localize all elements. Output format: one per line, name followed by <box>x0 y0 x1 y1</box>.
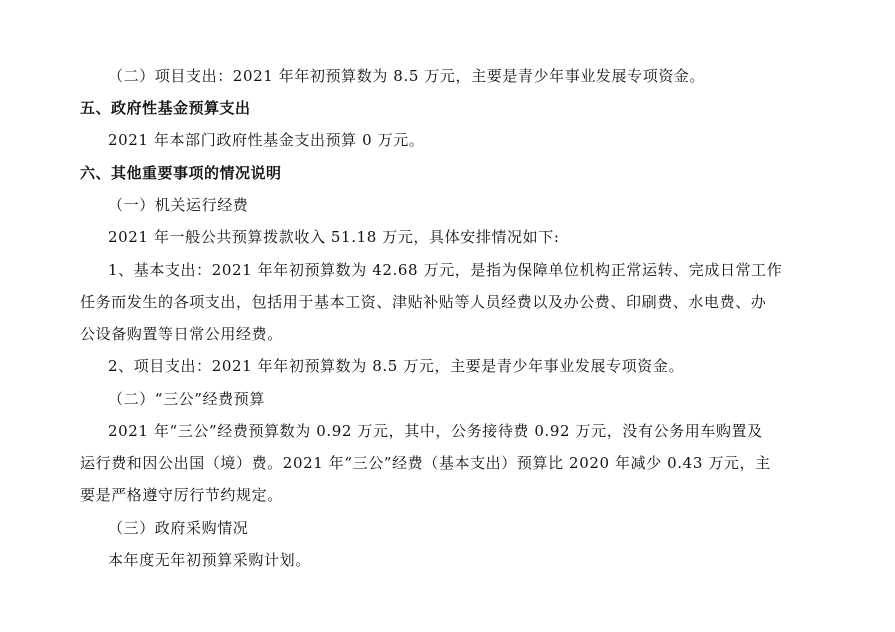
project-expenditure-item-2: 2、项目支出：2021 年年初预算数为 8.5 万元，主要是青少年事业发展专项资金。 <box>108 357 685 375</box>
section-heading-fund-budget: 五、政府性基金预算支出 <box>80 99 251 117</box>
subheading-government-procurement: （三）政府采购情况 <box>108 519 249 537</box>
three-public-line-1: 2021 年“三公”经费预算数为 0.92 万元，其中，公务接待费 0.92 万元，没有公务用车购置及 <box>108 422 763 440</box>
basic-expenditure-line-2: 任务而发生的各项支出，包括用于基本工资、津贴补贴等人员经费以及办公费、印刷费、水电费、办 <box>80 293 767 311</box>
three-public-line-2: 运行费和因公出国（境）费。2021 年“三公”经费（基本支出）预算比 2020 年减少 0.43 万元，主 <box>80 454 771 472</box>
section-heading-other-matters: 六、其他重要事项的情况说明 <box>80 164 282 182</box>
general-budget-paragraph: 2021 年一般公共预算拨款收入 51.18 万元，具体安排情况如下: <box>108 228 560 246</box>
fund-budget-paragraph: 2021 年本部门政府性基金支出预算 0 万元。 <box>108 131 425 149</box>
basic-expenditure-line-1: 1、基本支出：2021 年年初预算数为 42.68 万元，是指为保障单位机构正常运转、完成日常工作 <box>108 261 783 279</box>
project-expenditure-paragraph: （二）项目支出：2021 年年初预算数为 8.5 万元，主要是青少年事业发展专项资金。 <box>108 67 706 85</box>
three-public-line-3: 要是严格遵守厉行节约规定。 <box>80 486 283 504</box>
basic-expenditure-line-3: 公设备购置等日常公用经费。 <box>80 325 283 343</box>
procurement-paragraph: 本年度无年初预算采购计划。 <box>108 551 311 569</box>
subheading-operating-expenses: （一）机关运行经费 <box>108 196 249 214</box>
subheading-three-public-expenses: （二）“三公”经费预算 <box>108 390 265 408</box>
